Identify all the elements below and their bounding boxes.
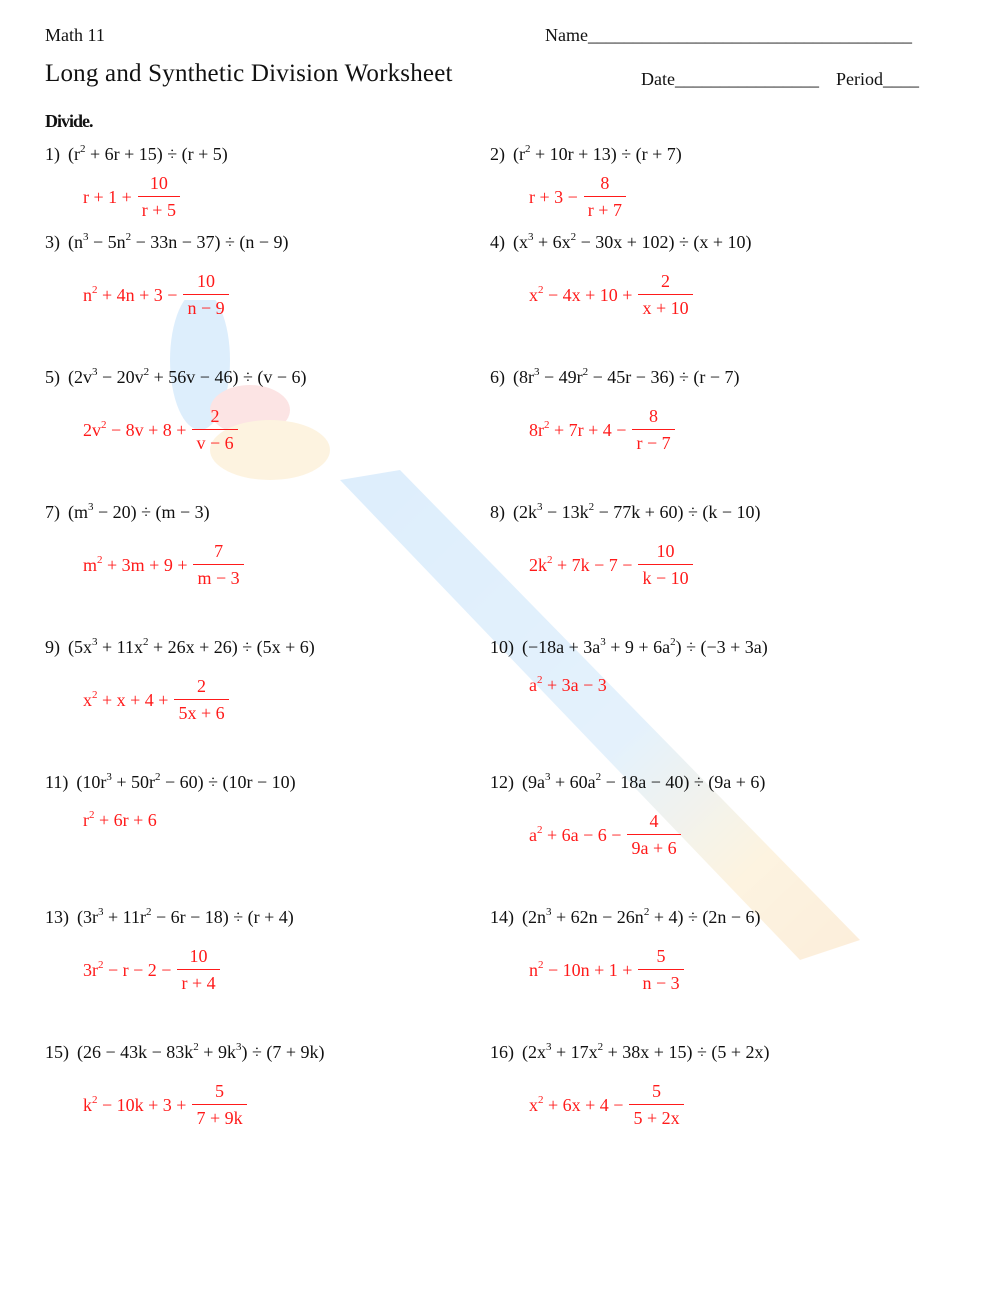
problem-14: [490, 907, 760, 928]
answer-16: [529, 1078, 684, 1132]
denominator: 7 + 9k: [192, 1104, 246, 1132]
numerator: 5: [215, 1081, 225, 1101]
denominator: v − 6: [192, 429, 237, 457]
numerator: 10: [197, 271, 216, 291]
problem-2: [490, 144, 682, 165]
answer-lead: $n^2 - 10n + 1$ +: [529, 958, 633, 980]
date-field[interactable]: Date________________: [641, 69, 819, 89]
problem-expression: $(r^2 + 6r + 15) \div (r + 5)$: [68, 143, 228, 164]
period-field[interactable]: Period____: [835, 69, 919, 89]
problem-number: 6): [490, 367, 505, 387]
numerator: 8: [600, 173, 610, 193]
date-period-row: [641, 69, 919, 90]
answer-fraction: [193, 538, 243, 592]
answer-15: [83, 1078, 247, 1132]
problem-10: [490, 637, 768, 658]
problem-expression: $(r^2 + 10r + 13) \div (r + 7)$: [513, 143, 682, 164]
problem-expression: $(2x^3 + 17x^2 + 38x + 15) \div (5 + 2x)$: [522, 1041, 770, 1062]
numerator: 10: [656, 541, 675, 561]
problem-number: 16): [490, 1042, 514, 1062]
answer-12: [529, 808, 681, 862]
answer-lead: $2k^2 + 7k - 7$ −: [529, 553, 633, 575]
answer-2: [529, 170, 626, 224]
numerator: 2: [661, 271, 671, 291]
answer-lead: $8r^2 + 7r + 4$ −: [529, 418, 627, 440]
denominator: m − 3: [193, 564, 243, 592]
problem-expression: $(10r^3 + 50r^2 - 60) \div (10r - 10)$: [76, 771, 296, 792]
denominator: r + 4: [177, 969, 219, 997]
problem-number: 1): [45, 144, 60, 164]
answer-3: [83, 268, 229, 322]
numerator: 5: [652, 1081, 662, 1101]
answer-fraction: [183, 268, 228, 322]
answer-fraction: [584, 170, 626, 224]
answer-9: [83, 673, 229, 727]
problem-6: [490, 367, 739, 388]
problem-expression: $(3r^3 + 11r^2 - 6r - 18) \div (r + 4)$: [77, 906, 294, 927]
answer-fraction: [192, 403, 237, 457]
numerator: 5: [656, 946, 666, 966]
problem-expression: $(8r^3 - 49r^2 - 45r - 36) \div (r - 7)$: [513, 366, 740, 387]
answer-lead: $k^2 - 10k + 3$ +: [83, 1093, 187, 1115]
problem-expression: $(5x^3 + 11x^2 + 26x + 26) \div (5x + 6)$: [68, 636, 315, 657]
denominator: r + 5: [138, 196, 180, 224]
denominator: 5x + 6: [174, 699, 228, 727]
answer-6: [529, 403, 675, 457]
answer-lead: $a^2 + 3a - 3$: [529, 674, 607, 695]
numerator: 8: [649, 406, 659, 426]
denominator: n − 3: [638, 969, 683, 997]
problem-11: [45, 772, 296, 793]
answer-lead: $x^2 - 4x + 10$ +: [529, 283, 633, 305]
problem-number: 3): [45, 232, 60, 252]
problem-1: [45, 144, 228, 165]
denominator: 5 + 2x: [629, 1104, 683, 1132]
problem-expression: $(2v^3 - 20v^2 + 56v - 46) \div (v - 6)$: [68, 366, 307, 387]
denominator: n − 9: [183, 294, 228, 322]
problem-7: [45, 502, 210, 523]
answer-5: [83, 403, 238, 457]
answer-lead: r + 3 −: [529, 186, 578, 207]
problem-expression: $(9a^3 + 60a^2 - 18a - 40) \div (9a + 6)$: [522, 771, 766, 792]
name-field[interactable]: Name____________________________________: [545, 25, 912, 45]
problem-number: 15): [45, 1042, 69, 1062]
answer-14: [529, 943, 684, 997]
problem-number: 13): [45, 907, 69, 927]
answer-lead: $m^2 + 3m + 9$ +: [83, 553, 188, 575]
answer-11: [83, 810, 159, 831]
answer-lead: $2v^2 - 8v + 8$ +: [83, 418, 187, 440]
problem-16: [490, 1042, 769, 1063]
problem-number: 7): [45, 502, 60, 522]
problem-number: 12): [490, 772, 514, 792]
denominator: r − 7: [632, 429, 674, 457]
numerator: 2: [197, 676, 207, 696]
problem-3: [45, 232, 288, 253]
answer-lead: $r^2 + 6r + 6$: [83, 809, 157, 830]
answer-10: [529, 675, 609, 696]
answer-fraction: [627, 808, 680, 862]
numerator: 10: [189, 946, 208, 966]
denominator: r + 7: [584, 196, 626, 224]
problem-number: 10): [490, 637, 514, 657]
problem-number: 5): [45, 367, 60, 387]
problem-13: [45, 907, 294, 928]
answer-fraction: [192, 1078, 246, 1132]
numerator: 7: [214, 541, 224, 561]
problem-number: 9): [45, 637, 60, 657]
answer-fraction: [138, 170, 180, 224]
problem-9: [45, 637, 315, 658]
problem-12: [490, 772, 765, 793]
numerator: 2: [210, 406, 220, 426]
worksheet-title: Long and Synthetic Division Worksheet: [45, 60, 453, 87]
answer-fraction: [638, 268, 692, 322]
answer-8: [529, 538, 693, 592]
denominator: k − 10: [638, 564, 692, 592]
answer-lead: r + 1 +: [83, 186, 132, 207]
answer-lead: $x^2 + x + 4$ +: [83, 688, 169, 710]
numerator: 10: [149, 173, 168, 193]
problem-number: 14): [490, 907, 514, 927]
numerator: 4: [649, 811, 659, 831]
problem-number: 11): [45, 772, 69, 792]
problem-5: [45, 367, 306, 388]
answer-fraction: [629, 1078, 683, 1132]
problem-number: 8): [490, 502, 505, 522]
answer-fraction: [638, 538, 692, 592]
problem-expression: $(x^3 + 6x^2 - 30x + 102) \div (x + 10)$: [513, 231, 752, 252]
answer-lead: $a^2 + 6a - 6$ −: [529, 823, 622, 845]
course-label: Math 11: [45, 25, 105, 45]
problem-expression: $(n^3 - 5n^2 - 33n - 37) \div (n - 9)$: [68, 231, 289, 252]
answer-fraction: [174, 673, 228, 727]
problem-expression: $(-18a + 3a^3 + 9 + 6a^2) \div (-3 + 3a)$: [522, 636, 768, 657]
problem-15: [45, 1042, 324, 1063]
problem-number: 2): [490, 144, 505, 164]
problem-4: [490, 232, 751, 253]
answer-lead: $x^2 + 6x + 4$ −: [529, 1093, 624, 1115]
instructions: Divide.: [45, 111, 93, 131]
problem-number: 4): [490, 232, 505, 252]
problem-expression: $(2k^3 - 13k^2 - 77k + 60) \div (k - 10)$: [513, 501, 761, 522]
answer-fraction: [632, 403, 674, 457]
answer-7: [83, 538, 244, 592]
problem-expression: $(26 - 43k - 83k^2 + 9k^3) \div (7 + 9k)$: [77, 1041, 325, 1062]
problem-expression: $(m^3 - 20) \div (m - 3)$: [68, 501, 210, 522]
problem-8: [490, 502, 760, 523]
answer-4: [529, 268, 693, 322]
answer-13: [83, 943, 220, 997]
answer-1: [83, 170, 180, 224]
denominator: x + 10: [638, 294, 692, 322]
answer-fraction: [638, 943, 683, 997]
denominator: 9a + 6: [627, 834, 680, 862]
answer-fraction: [177, 943, 219, 997]
answer-lead: $3r^2 - r - 2$ −: [83, 958, 172, 980]
answer-lead: $n^2 + 4n + 3$ −: [83, 283, 178, 305]
problem-expression: $(2n^3 + 62n - 26n^2 + 4) \div (2n - 6)$: [522, 906, 761, 927]
